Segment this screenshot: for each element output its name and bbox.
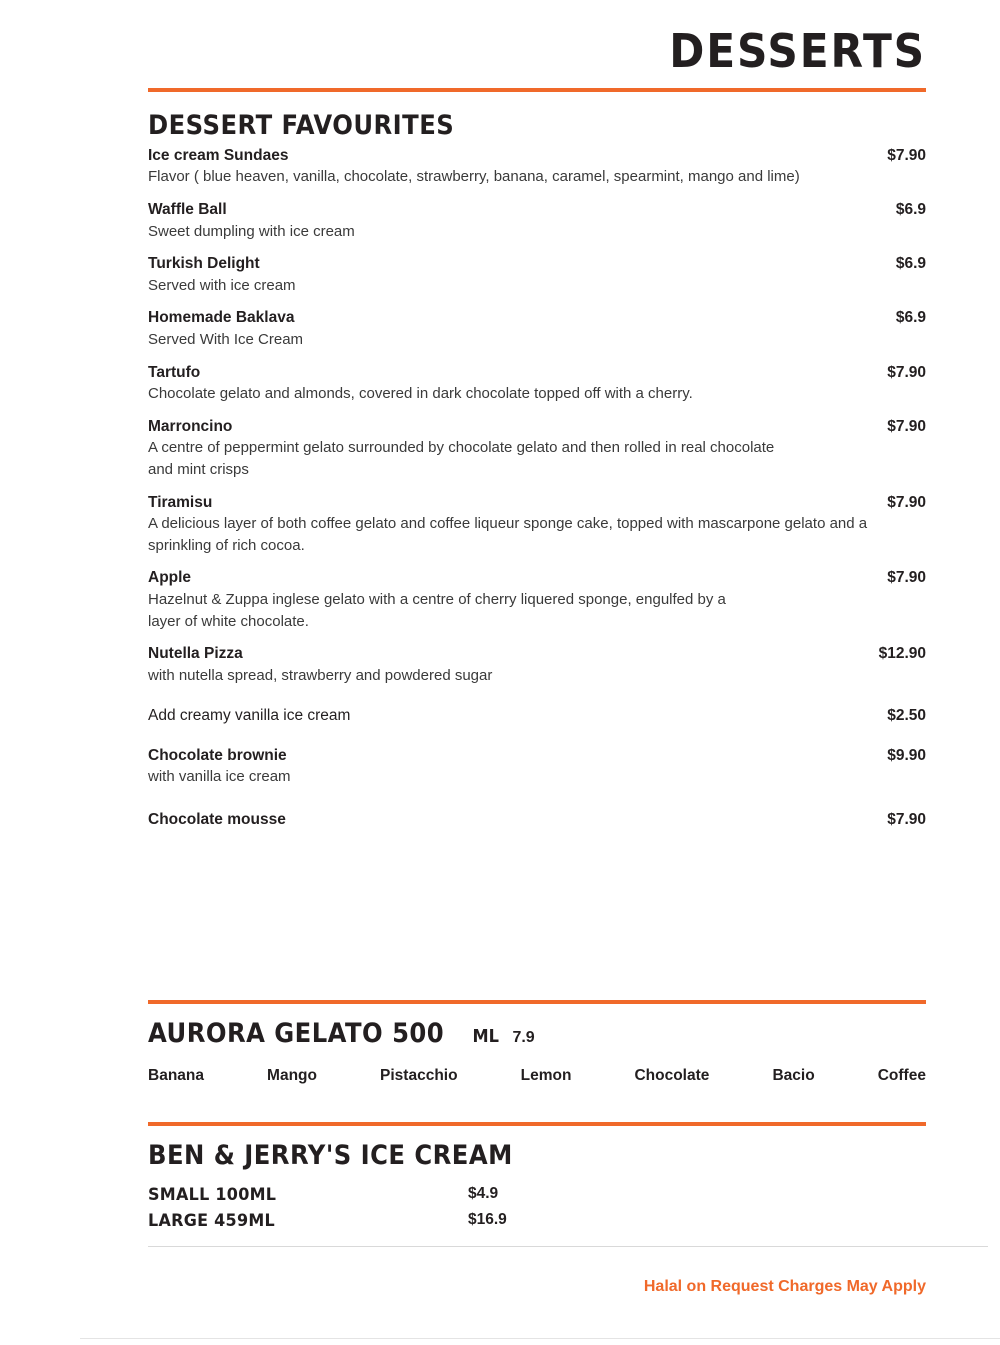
item-name: Nutella Pizza	[148, 645, 243, 663]
item-row	[148, 146, 926, 165]
aurora-gelato-section	[148, 1018, 926, 1085]
section-title-aurora-gelato: AURORA GELATO 500	[148, 1018, 445, 1049]
item-name: Homemade Baklava	[148, 309, 295, 327]
item-description: Served With Ice Cream	[148, 330, 304, 348]
bj-size-label: SMALL 100ML	[148, 1185, 277, 1205]
item-price: $6.9	[895, 201, 926, 219]
item-description: Hazelnut & Zuppa inglese gelato with a centre of cherry liquered sponge, engulfed by a layer of white chocolate.	[148, 590, 726, 630]
gelato-heading	[148, 1018, 926, 1049]
page-bottom-divider	[80, 1338, 1000, 1339]
list-item	[148, 363, 926, 405]
item-description: Chocolate gelato and almonds, covered in dark chocolate topped off with a cherry.	[148, 384, 693, 402]
item-description: A delicious layer of both coffee gelato and coffee liqueur sponge cake, topped with mascarpone gelato and a sprinkling of rich cocoa.	[148, 514, 868, 554]
item-name: Apple	[148, 569, 192, 587]
gelato-size-unit: ML	[472, 1026, 499, 1047]
bj-price: $4.9	[468, 1185, 499, 1202]
gelato-flavour: Lemon	[520, 1067, 572, 1084]
item-row	[148, 810, 926, 829]
item-price: $12.90	[878, 645, 926, 663]
section-divider-gelato	[148, 1000, 926, 1004]
page-header	[148, 24, 926, 78]
list-item	[148, 254, 926, 296]
gelato-price: 7.9	[512, 1029, 535, 1046]
list-item	[148, 706, 926, 725]
item-price: $7.90	[887, 569, 926, 587]
item-row	[148, 200, 926, 219]
item-description: with nutella spread, strawberry and powdered sugar	[148, 666, 493, 684]
gelato-flavour: Pistacchio	[380, 1067, 458, 1084]
bj-size-label: LARGE 459ML	[148, 1211, 276, 1231]
item-name: Chocolate brownie	[148, 746, 287, 764]
section-title-dessert-favourites: DESSERT FAVOURITES	[148, 110, 455, 141]
item-row	[148, 493, 926, 512]
item-row	[148, 746, 926, 765]
list-item	[148, 308, 926, 350]
header-divider	[148, 88, 926, 92]
gelato-flavour: Banana	[148, 1067, 204, 1084]
item-price: $9.90	[887, 746, 926, 764]
dessert-favourites-list	[148, 146, 926, 841]
item-price: $6.9	[895, 255, 926, 273]
gelato-flavour: Mango	[267, 1067, 317, 1084]
bj-price: $16.9	[468, 1211, 507, 1228]
item-row	[148, 363, 926, 382]
item-price: $7.90	[887, 363, 926, 381]
list-item	[148, 417, 926, 481]
item-row	[148, 706, 926, 725]
item-name: Turkish Delight	[148, 255, 260, 273]
item-price: $7.90	[887, 810, 926, 828]
list-item	[148, 746, 926, 788]
item-price: $7.90	[887, 147, 926, 164]
item-price: $6.9	[895, 309, 926, 327]
gelato-flavour: Chocolate	[634, 1067, 710, 1084]
item-row	[148, 417, 926, 436]
page-title: DESSERTS	[669, 24, 926, 78]
item-price: $2.50	[887, 707, 926, 725]
footer-divider	[148, 1246, 988, 1247]
item-name: Tartufo	[148, 363, 201, 381]
item-name: Tiramisu	[148, 493, 213, 511]
item-row	[148, 308, 926, 327]
table-row	[148, 1211, 926, 1231]
list-item	[148, 644, 926, 686]
list-item	[148, 146, 926, 188]
item-description: A centre of peppermint gelato surrounded by chocolate gelato and then rolled in real chocolate and mint crisps	[148, 439, 775, 478]
list-item	[148, 200, 926, 242]
list-item	[148, 568, 926, 632]
ben-jerrys-section	[148, 1140, 926, 1231]
gelato-flavour: Bacio	[772, 1067, 815, 1084]
list-item	[148, 810, 926, 829]
item-name: Ice cream Sundaes	[148, 147, 289, 164]
table-row	[148, 1185, 926, 1205]
item-price: $7.90	[887, 493, 926, 511]
gelato-flavour: Coffee	[877, 1067, 926, 1084]
section-divider-ben-jerrys	[148, 1122, 926, 1126]
item-row	[148, 568, 926, 587]
item-row	[148, 644, 926, 663]
gelato-flavour-row	[148, 1067, 926, 1085]
item-name: Waffle Ball	[148, 201, 227, 219]
item-name: Chocolate mousse	[148, 810, 286, 828]
item-description: Flavor ( blue heaven, vanilla, chocolate, strawberry, banana, caramel, spearmint, mango and lime)	[148, 168, 800, 186]
item-price: $7.90	[887, 417, 926, 435]
list-item	[148, 493, 926, 557]
item-name: Add creamy vanilla ice cream	[148, 707, 351, 725]
item-name: Marroncino	[148, 417, 233, 435]
item-description: Sweet dumpling with ice cream	[148, 222, 355, 240]
item-description: Served with ice cream	[148, 276, 296, 294]
section-title-ben-jerrys: BEN & JERRY'S ICE CREAM	[148, 1140, 513, 1171]
item-row	[148, 254, 926, 273]
item-description: with vanilla ice cream	[148, 768, 291, 786]
halal-note: Halal on Request Charges May Apply	[643, 1278, 926, 1295]
